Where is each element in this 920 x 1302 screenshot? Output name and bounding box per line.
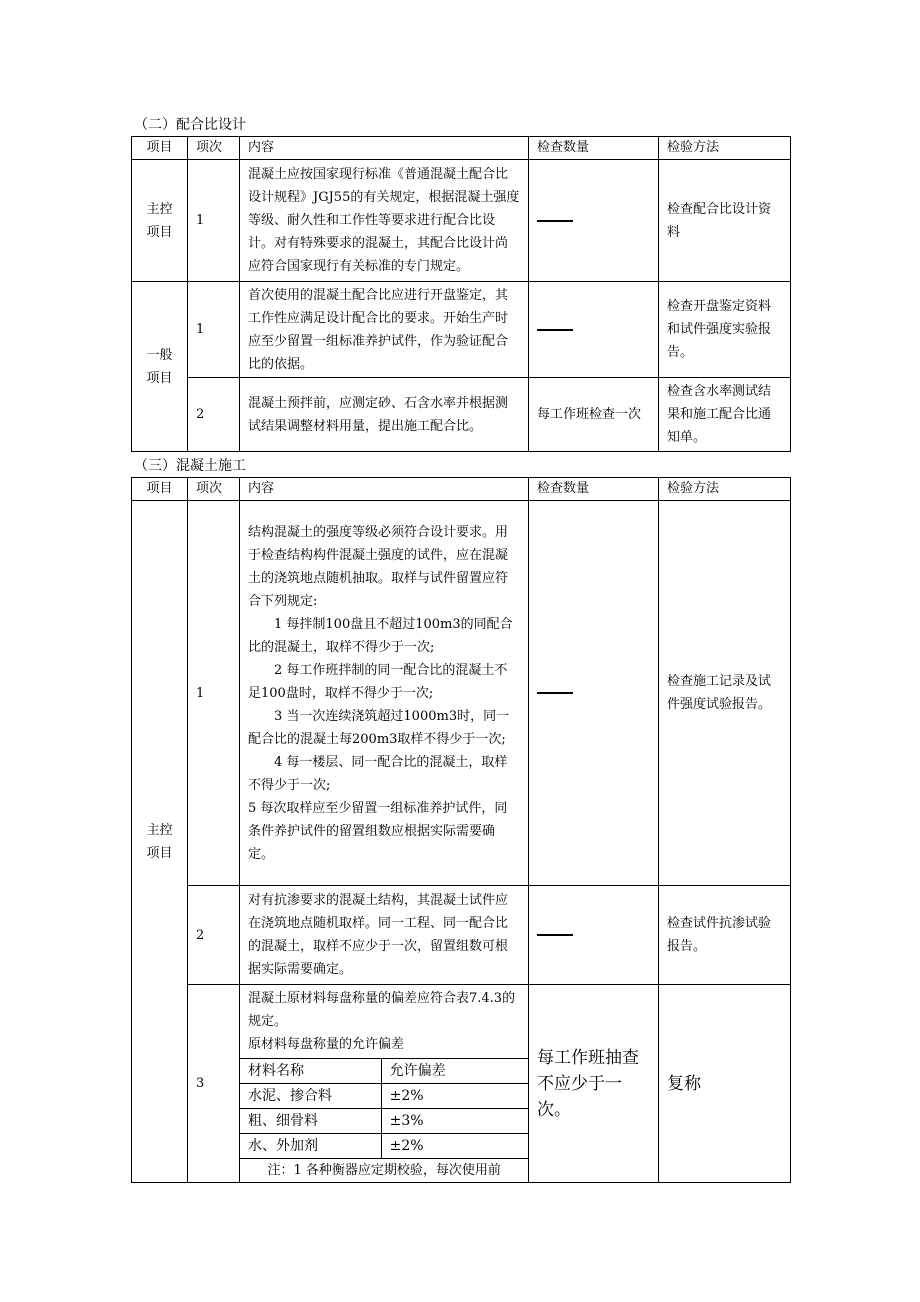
row-content: 混凝土应按国家现行标准《普通混凝土配合比设计规程》JGJ55的有关规定，根据混凝土强度等级、耐久性和工作性等要求进行配合比设计。对有特殊要求的混凝土，其配合比设计尚应符合国家现行有关标准的专门规定。	[240, 160, 529, 282]
section-title-concrete-construction: （三）混凝土施工	[134, 458, 246, 474]
row-method: 复称	[659, 985, 791, 1183]
material-name: 水、外加剂	[240, 1134, 381, 1159]
header-quantity: 检查数量	[529, 478, 659, 501]
table-header-row	[132, 137, 791, 160]
mix-design-table	[131, 136, 791, 452]
header-method: 检验方法	[659, 137, 791, 160]
content-text: 混凝土原材料每盘称量的偏差应符合表7.4.3的规定。	[248, 991, 516, 1029]
material-name: 水泥、掺合料	[240, 1084, 381, 1109]
row-index: 2	[188, 378, 240, 452]
row-method: 检查开盘鉴定资料和试件强度实验报告。	[659, 282, 791, 378]
header-content: 内容	[240, 137, 529, 160]
content-item: 5 每次取样应至少留置一组标准养护试件，同条件养护试件的留置组数应根据实际需要确定。	[248, 800, 508, 862]
table-row	[132, 501, 791, 886]
header-index: 项次	[188, 137, 240, 160]
row-index: 3	[188, 985, 240, 1183]
row-quantity: 每工作班检查一次	[529, 378, 659, 452]
content-item: 1 每拌制100盘且不超过100m3的同配合比的混凝土，取样不得少于一次;	[248, 616, 513, 655]
tolerance-header-row	[240, 1059, 528, 1084]
allowed-deviation: ±2%	[381, 1084, 528, 1109]
tolerance-row	[240, 1109, 528, 1134]
row-content: 对有抗渗要求的混凝土结构，其混凝土试件应在浇筑地点随机取样。同一工程、同一配合比的混凝土，取样不应少于一次，留置组数可根据实际需要确定。	[240, 886, 529, 985]
tolerance-row	[240, 1084, 528, 1109]
concrete-construction-table	[131, 477, 791, 1183]
row-quantity	[529, 886, 659, 985]
table-row	[132, 886, 791, 985]
tolerance-header-material: 材料名称	[240, 1059, 381, 1084]
row-method: 检查施工记录及试件强度试验报告。	[659, 501, 791, 886]
category-general: 一般 项目	[132, 282, 188, 452]
header-method: 检验方法	[659, 478, 791, 501]
row-quantity	[529, 282, 659, 378]
row-content	[240, 501, 529, 886]
header-content: 内容	[240, 478, 529, 501]
table-row	[132, 160, 791, 282]
header-item: 项目	[132, 478, 188, 501]
header-quantity: 检查数量	[529, 137, 659, 160]
table-header-row	[132, 478, 791, 501]
category-main-control: 主控 项目	[132, 160, 188, 282]
row-method: 检查试件抗渗试验报告。	[659, 886, 791, 985]
content-item: 2 每工作班拌制的同一配合比的混凝土不足100盘时，取样不得少于一次;	[248, 662, 508, 701]
row-quantity	[529, 160, 659, 282]
content-intro: 结构混凝土的强度等级必须符合设计要求。用于检查结构构件混凝土强度的试件，应在混凝土的浇筑地点随机抽取。取样与试件留置应符合下列规定:	[248, 524, 509, 609]
section-title-mix-design: （二）配合比设计	[134, 117, 246, 133]
row-quantity: 每工作班抽查不应少于一次。	[529, 985, 659, 1183]
row-method: 检查含水率测试结果和施工配合比通知单。	[659, 378, 791, 452]
table-row	[132, 985, 791, 1183]
content-item: 4 每一楼层、同一配合比的混凝土，取样不得少于一次;	[248, 754, 508, 793]
row-content: 混凝土预拌前，应测定砂、石含水率并根据测试结果调整材料用量，提出施工配合比。	[240, 378, 529, 452]
row-index: 1	[188, 501, 240, 886]
tolerance-row	[240, 1134, 528, 1159]
tolerance-table-caption: 原材料每盘称量的允许偏差	[248, 1037, 405, 1052]
table-row	[132, 378, 791, 452]
category-main-control: 主控 项目	[132, 501, 188, 1183]
row-index: 1	[188, 282, 240, 378]
allowed-deviation: ±2%	[381, 1134, 528, 1159]
row-index: 1	[188, 160, 240, 282]
material-name: 粗、细骨料	[240, 1109, 381, 1134]
header-index: 项次	[188, 478, 240, 501]
allowed-deviation: ±3%	[381, 1109, 528, 1134]
row-method: 检查配合比设计资料	[659, 160, 791, 282]
tolerance-table	[240, 1058, 528, 1159]
header-item: 项目	[132, 137, 188, 160]
row-quantity	[529, 501, 659, 886]
row-index: 2	[188, 886, 240, 985]
tolerance-header-deviation: 允许偏差	[381, 1059, 528, 1084]
tolerance-note: 注：1 各种衡器应定期校验，每次使用前	[267, 1163, 501, 1178]
table-row	[132, 282, 791, 378]
content-item: 3 当一次连续浇筑超过1000m3时，同一配合比的混凝土每200m3取样不得少于一次;	[248, 708, 510, 747]
row-content	[240, 985, 529, 1183]
row-content: 首次使用的混凝土配合比应进行开盘鉴定，其工作性应满足设计配合比的要求。开始生产时应至少留置一组标准养护试件，作为验证配合比的依据。	[240, 282, 529, 378]
